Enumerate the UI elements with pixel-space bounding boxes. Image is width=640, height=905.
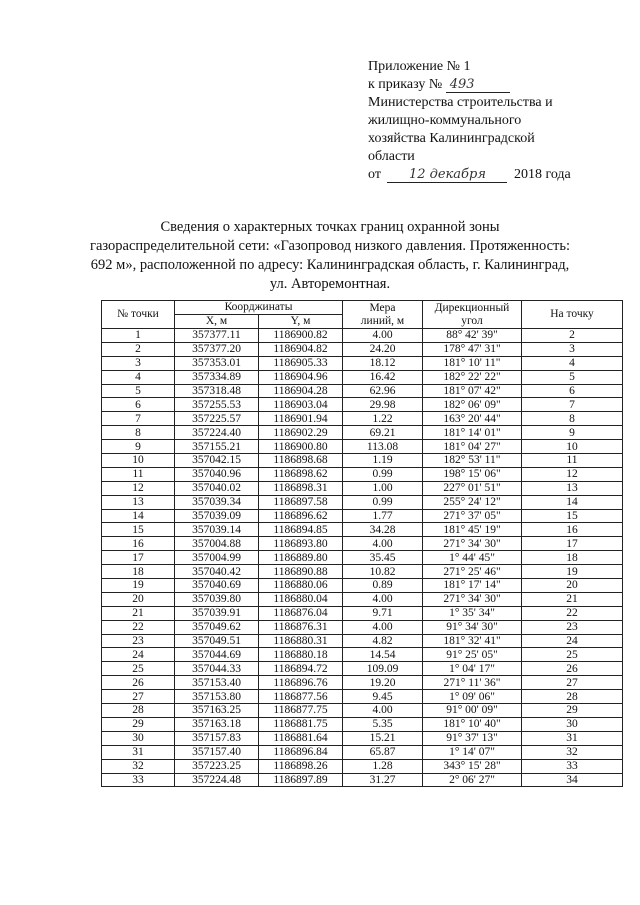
direction-cell: 91° 25' 05" <box>423 648 522 662</box>
table-row <box>102 773 623 787</box>
y-cell: 1186900.82 <box>259 329 343 343</box>
y-cell: 1186901.94 <box>259 412 343 426</box>
direction-cell: 1° 09' 06" <box>423 690 522 704</box>
measure-cell: 4.00 <box>343 537 423 551</box>
header-direction-line2: угол <box>461 314 483 327</box>
measure-cell: 4.00 <box>343 704 423 718</box>
measure-cell: 1.22 <box>343 412 423 426</box>
table-row <box>102 454 623 468</box>
measure-cell: 31.27 <box>343 773 423 787</box>
measure-cell: 16.42 <box>343 370 423 384</box>
to-point-cell: 2 <box>522 329 623 343</box>
to-point-cell: 23 <box>522 620 623 634</box>
x-cell: 357318.48 <box>175 384 259 398</box>
table-row <box>102 662 623 676</box>
to-point-cell: 25 <box>522 648 623 662</box>
table-body <box>102 329 623 787</box>
measure-cell: 4.00 <box>343 620 423 634</box>
header-measure-line1: Мера <box>369 301 396 314</box>
x-cell: 357223.25 <box>175 759 259 773</box>
coordinates-table <box>101 300 623 787</box>
table-row <box>102 717 623 731</box>
to-point-cell: 12 <box>522 467 623 481</box>
measure-cell: 24.20 <box>343 342 423 356</box>
order-line <box>368 76 628 94</box>
point-cell: 10 <box>102 454 175 468</box>
point-cell: 19 <box>102 579 175 593</box>
to-point-cell: 24 <box>522 634 623 648</box>
to-point-cell: 34 <box>522 773 623 787</box>
table-row <box>102 648 623 662</box>
table-row <box>102 759 623 773</box>
point-cell: 18 <box>102 565 175 579</box>
x-cell: 357049.51 <box>175 634 259 648</box>
table-row <box>102 620 623 634</box>
date-value: 12 декабря <box>387 168 507 183</box>
date-prefix: от <box>368 167 381 182</box>
table-row <box>102 690 623 704</box>
direction-cell: 91° 34' 30" <box>423 620 522 634</box>
x-cell: 357040.96 <box>175 467 259 481</box>
x-cell: 357157.40 <box>175 745 259 759</box>
direction-cell: 343° 15' 28" <box>423 759 522 773</box>
direction-cell: 182° 53' 11" <box>423 454 522 468</box>
table-row <box>102 606 623 620</box>
point-cell: 5 <box>102 384 175 398</box>
appendix-title: Приложение № 1 <box>368 59 471 74</box>
y-cell: 1186877.56 <box>259 690 343 704</box>
table-row <box>102 537 623 551</box>
measure-cell: 14.54 <box>343 648 423 662</box>
y-cell: 1186898.26 <box>259 759 343 773</box>
x-cell: 357039.34 <box>175 495 259 509</box>
point-cell: 30 <box>102 731 175 745</box>
order-prefix: к приказу № <box>368 77 443 92</box>
table-row <box>102 495 623 509</box>
direction-cell: 2° 06' 27" <box>423 773 522 787</box>
direction-cell: 181° 04' 27" <box>423 440 522 454</box>
measure-cell: 10.82 <box>343 565 423 579</box>
direction-cell: 182° 06' 09" <box>423 398 522 412</box>
point-cell: 23 <box>102 634 175 648</box>
title-line-2: газораспределительной сети: «Газопровод низкого давления. Протяженность: <box>90 238 570 254</box>
order-number: 493 <box>446 78 510 93</box>
table-row <box>102 579 623 593</box>
point-cell: 13 <box>102 495 175 509</box>
measure-cell: 0.99 <box>343 495 423 509</box>
y-cell: 1186898.68 <box>259 454 343 468</box>
to-point-cell: 26 <box>522 662 623 676</box>
table-row <box>102 565 623 579</box>
y-cell: 1186894.72 <box>259 662 343 676</box>
direction-cell: 1° 35' 34" <box>423 606 522 620</box>
table-row <box>102 481 623 495</box>
y-cell: 1186889.80 <box>259 551 343 565</box>
to-point-cell: 19 <box>522 565 623 579</box>
y-cell: 1186876.04 <box>259 606 343 620</box>
direction-cell: 1° 04' 17" <box>423 662 522 676</box>
direction-cell: 182° 22' 22" <box>423 370 522 384</box>
point-cell: 27 <box>102 690 175 704</box>
y-cell: 1186897.89 <box>259 773 343 787</box>
point-cell: 4 <box>102 370 175 384</box>
ministry-line-3: хозяйства Калининградской <box>368 131 535 146</box>
direction-cell: 271° 34' 30" <box>423 537 522 551</box>
point-cell: 2 <box>102 342 175 356</box>
to-point-cell: 29 <box>522 704 623 718</box>
direction-cell: 271° 34' 30" <box>423 592 522 606</box>
measure-cell: 19.20 <box>343 676 423 690</box>
point-cell: 15 <box>102 523 175 537</box>
measure-cell: 1.77 <box>343 509 423 523</box>
y-cell: 1186904.82 <box>259 342 343 356</box>
to-point-cell: 15 <box>522 509 623 523</box>
point-cell: 21 <box>102 606 175 620</box>
point-cell: 1 <box>102 329 175 343</box>
x-cell: 357039.80 <box>175 592 259 606</box>
x-cell: 357039.09 <box>175 509 259 523</box>
table-row <box>102 370 623 384</box>
direction-cell: 227° 01' 51" <box>423 481 522 495</box>
point-cell: 9 <box>102 440 175 454</box>
to-point-cell: 30 <box>522 717 623 731</box>
measure-cell: 1.28 <box>343 759 423 773</box>
table-row <box>102 523 623 537</box>
x-cell: 357004.99 <box>175 551 259 565</box>
point-cell: 33 <box>102 773 175 787</box>
table-row <box>102 384 623 398</box>
measure-cell: 35.45 <box>343 551 423 565</box>
y-cell: 1186880.18 <box>259 648 343 662</box>
y-cell: 1186897.58 <box>259 495 343 509</box>
table-row <box>102 356 623 370</box>
appendix-block <box>368 58 628 184</box>
direction-cell: 91° 37' 13" <box>423 731 522 745</box>
table-row <box>102 342 623 356</box>
table-row <box>102 634 623 648</box>
x-cell: 357255.53 <box>175 398 259 412</box>
direction-cell: 181° 14' 01" <box>423 426 522 440</box>
measure-cell: 69.21 <box>343 426 423 440</box>
direction-cell: 271° 25' 46" <box>423 565 522 579</box>
to-point-cell: 9 <box>522 426 623 440</box>
header-y: Y, м <box>259 315 343 329</box>
direction-cell: 181° 32' 41" <box>423 634 522 648</box>
direction-cell: 255° 24' 12" <box>423 495 522 509</box>
header-direction-line1: Дирекционный <box>434 301 510 314</box>
direction-cell: 178° 47' 31" <box>423 342 522 356</box>
table-row <box>102 329 623 343</box>
direction-cell: 181° 45' 19" <box>423 523 522 537</box>
to-point-cell: 32 <box>522 745 623 759</box>
x-cell: 357155.21 <box>175 440 259 454</box>
direction-cell: 1° 44' 45" <box>423 551 522 565</box>
table-row <box>102 426 623 440</box>
to-point-cell: 10 <box>522 440 623 454</box>
x-cell: 357039.91 <box>175 606 259 620</box>
ministry-line-1: Министерства строительства и <box>368 95 553 110</box>
y-cell: 1186890.88 <box>259 565 343 579</box>
measure-cell: 0.89 <box>343 579 423 593</box>
to-point-cell: 11 <box>522 454 623 468</box>
point-cell: 7 <box>102 412 175 426</box>
table-row <box>102 509 623 523</box>
to-point-cell: 4 <box>522 356 623 370</box>
measure-cell: 29.98 <box>343 398 423 412</box>
point-cell: 22 <box>102 620 175 634</box>
x-cell: 357040.42 <box>175 565 259 579</box>
to-point-cell: 17 <box>522 537 623 551</box>
y-cell: 1186902.29 <box>259 426 343 440</box>
measure-cell: 34.28 <box>343 523 423 537</box>
x-cell: 357040.02 <box>175 481 259 495</box>
measure-cell: 113.08 <box>343 440 423 454</box>
to-point-cell: 18 <box>522 551 623 565</box>
measure-cell: 4.00 <box>343 329 423 343</box>
table-row <box>102 704 623 718</box>
to-point-cell: 20 <box>522 579 623 593</box>
table-row <box>102 412 623 426</box>
to-point-cell: 28 <box>522 690 623 704</box>
y-cell: 1186904.28 <box>259 384 343 398</box>
x-cell: 357377.11 <box>175 329 259 343</box>
title-line-3: 692 м», расположенной по адресу: Калининградская область, г. Калининград, <box>90 257 570 273</box>
header-direction <box>423 301 522 329</box>
header-measure-line2: линий, м <box>360 314 405 327</box>
y-cell: 1186880.06 <box>259 579 343 593</box>
header-coords: Коорджинаты <box>175 301 343 315</box>
title-line-4: ул. Авторемонтная. <box>269 276 391 292</box>
direction-cell: 181° 07' 42" <box>423 384 522 398</box>
table-row <box>102 731 623 745</box>
y-cell: 1186905.33 <box>259 356 343 370</box>
to-point-cell: 6 <box>522 384 623 398</box>
table-row <box>102 676 623 690</box>
x-cell: 357153.40 <box>175 676 259 690</box>
to-point-cell: 33 <box>522 759 623 773</box>
x-cell: 357163.25 <box>175 704 259 718</box>
y-cell: 1186876.31 <box>259 620 343 634</box>
point-cell: 26 <box>102 676 175 690</box>
y-cell: 1186904.96 <box>259 370 343 384</box>
y-cell: 1186900.80 <box>259 440 343 454</box>
direction-cell: 181° 17' 14" <box>423 579 522 593</box>
direction-cell: 198° 15' 06" <box>423 467 522 481</box>
point-cell: 17 <box>102 551 175 565</box>
to-point-cell: 7 <box>522 398 623 412</box>
to-point-cell: 13 <box>522 481 623 495</box>
table-row <box>102 398 623 412</box>
point-cell: 32 <box>102 759 175 773</box>
measure-cell: 4.00 <box>343 592 423 606</box>
to-point-cell: 14 <box>522 495 623 509</box>
to-point-cell: 21 <box>522 592 623 606</box>
y-cell: 1186903.04 <box>259 398 343 412</box>
y-cell: 1186881.75 <box>259 717 343 731</box>
header-x: X, м <box>175 315 259 329</box>
x-cell: 357153.80 <box>175 690 259 704</box>
point-cell: 12 <box>102 481 175 495</box>
to-point-cell: 27 <box>522 676 623 690</box>
to-point-cell: 22 <box>522 606 623 620</box>
to-point-cell: 31 <box>522 731 623 745</box>
to-point-cell: 3 <box>522 342 623 356</box>
ministry-line-4: области <box>368 149 415 164</box>
direction-cell: 181° 10' 40" <box>423 717 522 731</box>
header-to-point: На точку <box>522 301 623 329</box>
x-cell: 357334.89 <box>175 370 259 384</box>
point-cell: 29 <box>102 717 175 731</box>
table-row <box>102 551 623 565</box>
x-cell: 357224.40 <box>175 426 259 440</box>
x-cell: 357163.18 <box>175 717 259 731</box>
point-cell: 6 <box>102 398 175 412</box>
y-cell: 1186893.80 <box>259 537 343 551</box>
y-cell: 1186877.75 <box>259 704 343 718</box>
measure-cell: 9.71 <box>343 606 423 620</box>
table-row <box>102 745 623 759</box>
x-cell: 357225.57 <box>175 412 259 426</box>
to-point-cell: 8 <box>522 412 623 426</box>
to-point-cell: 16 <box>522 523 623 537</box>
point-cell: 20 <box>102 592 175 606</box>
point-cell: 28 <box>102 704 175 718</box>
measure-cell: 109.09 <box>343 662 423 676</box>
x-cell: 357044.69 <box>175 648 259 662</box>
y-cell: 1186896.76 <box>259 676 343 690</box>
x-cell: 357377.20 <box>175 342 259 356</box>
direction-cell: 1° 14' 07" <box>423 745 522 759</box>
y-cell: 1186894.85 <box>259 523 343 537</box>
ministry-line-2: жилищно-коммунального <box>368 113 522 128</box>
date-suffix: 2018 года <box>513 167 571 182</box>
y-cell: 1186896.84 <box>259 745 343 759</box>
x-cell: 357042.15 <box>175 454 259 468</box>
to-point-cell: 5 <box>522 370 623 384</box>
y-cell: 1186898.31 <box>259 481 343 495</box>
direction-cell: 88° 42' 39" <box>423 329 522 343</box>
measure-cell: 4.82 <box>343 634 423 648</box>
direction-cell: 181° 10' 11" <box>423 356 522 370</box>
x-cell: 357039.14 <box>175 523 259 537</box>
table-row <box>102 592 623 606</box>
measure-cell: 65.87 <box>343 745 423 759</box>
y-cell: 1186880.04 <box>259 592 343 606</box>
x-cell: 357224.48 <box>175 773 259 787</box>
y-cell: 1186898.62 <box>259 467 343 481</box>
measure-cell: 5.35 <box>343 717 423 731</box>
measure-cell: 9.45 <box>343 690 423 704</box>
direction-cell: 271° 37' 05" <box>423 509 522 523</box>
document-title <box>50 218 610 294</box>
title-line-1: Сведения о характерных точках границ охранной зоны <box>160 219 500 235</box>
y-cell: 1186880.31 <box>259 634 343 648</box>
x-cell: 357157.83 <box>175 731 259 745</box>
measure-cell: 18.12 <box>343 356 423 370</box>
point-cell: 14 <box>102 509 175 523</box>
direction-cell: 163° 20' 44" <box>423 412 522 426</box>
header-measure <box>343 301 423 329</box>
x-cell: 357049.62 <box>175 620 259 634</box>
point-cell: 31 <box>102 745 175 759</box>
table-row <box>102 440 623 454</box>
point-cell: 16 <box>102 537 175 551</box>
y-cell: 1186896.62 <box>259 509 343 523</box>
point-cell: 3 <box>102 356 175 370</box>
y-cell: 1186881.64 <box>259 731 343 745</box>
measure-cell: 0.99 <box>343 467 423 481</box>
header-point: № точки <box>102 301 175 329</box>
direction-cell: 271° 11' 36" <box>423 676 522 690</box>
x-cell: 357044.33 <box>175 662 259 676</box>
direction-cell: 91° 00' 09" <box>423 704 522 718</box>
x-cell: 357040.69 <box>175 579 259 593</box>
x-cell: 357353.01 <box>175 356 259 370</box>
point-cell: 24 <box>102 648 175 662</box>
point-cell: 11 <box>102 467 175 481</box>
x-cell: 357004.88 <box>175 537 259 551</box>
measure-cell: 1.00 <box>343 481 423 495</box>
point-cell: 8 <box>102 426 175 440</box>
point-cell: 25 <box>102 662 175 676</box>
measure-cell: 15.21 <box>343 731 423 745</box>
date-line <box>368 166 628 184</box>
table-row <box>102 467 623 481</box>
measure-cell: 62.96 <box>343 384 423 398</box>
measure-cell: 1.19 <box>343 454 423 468</box>
